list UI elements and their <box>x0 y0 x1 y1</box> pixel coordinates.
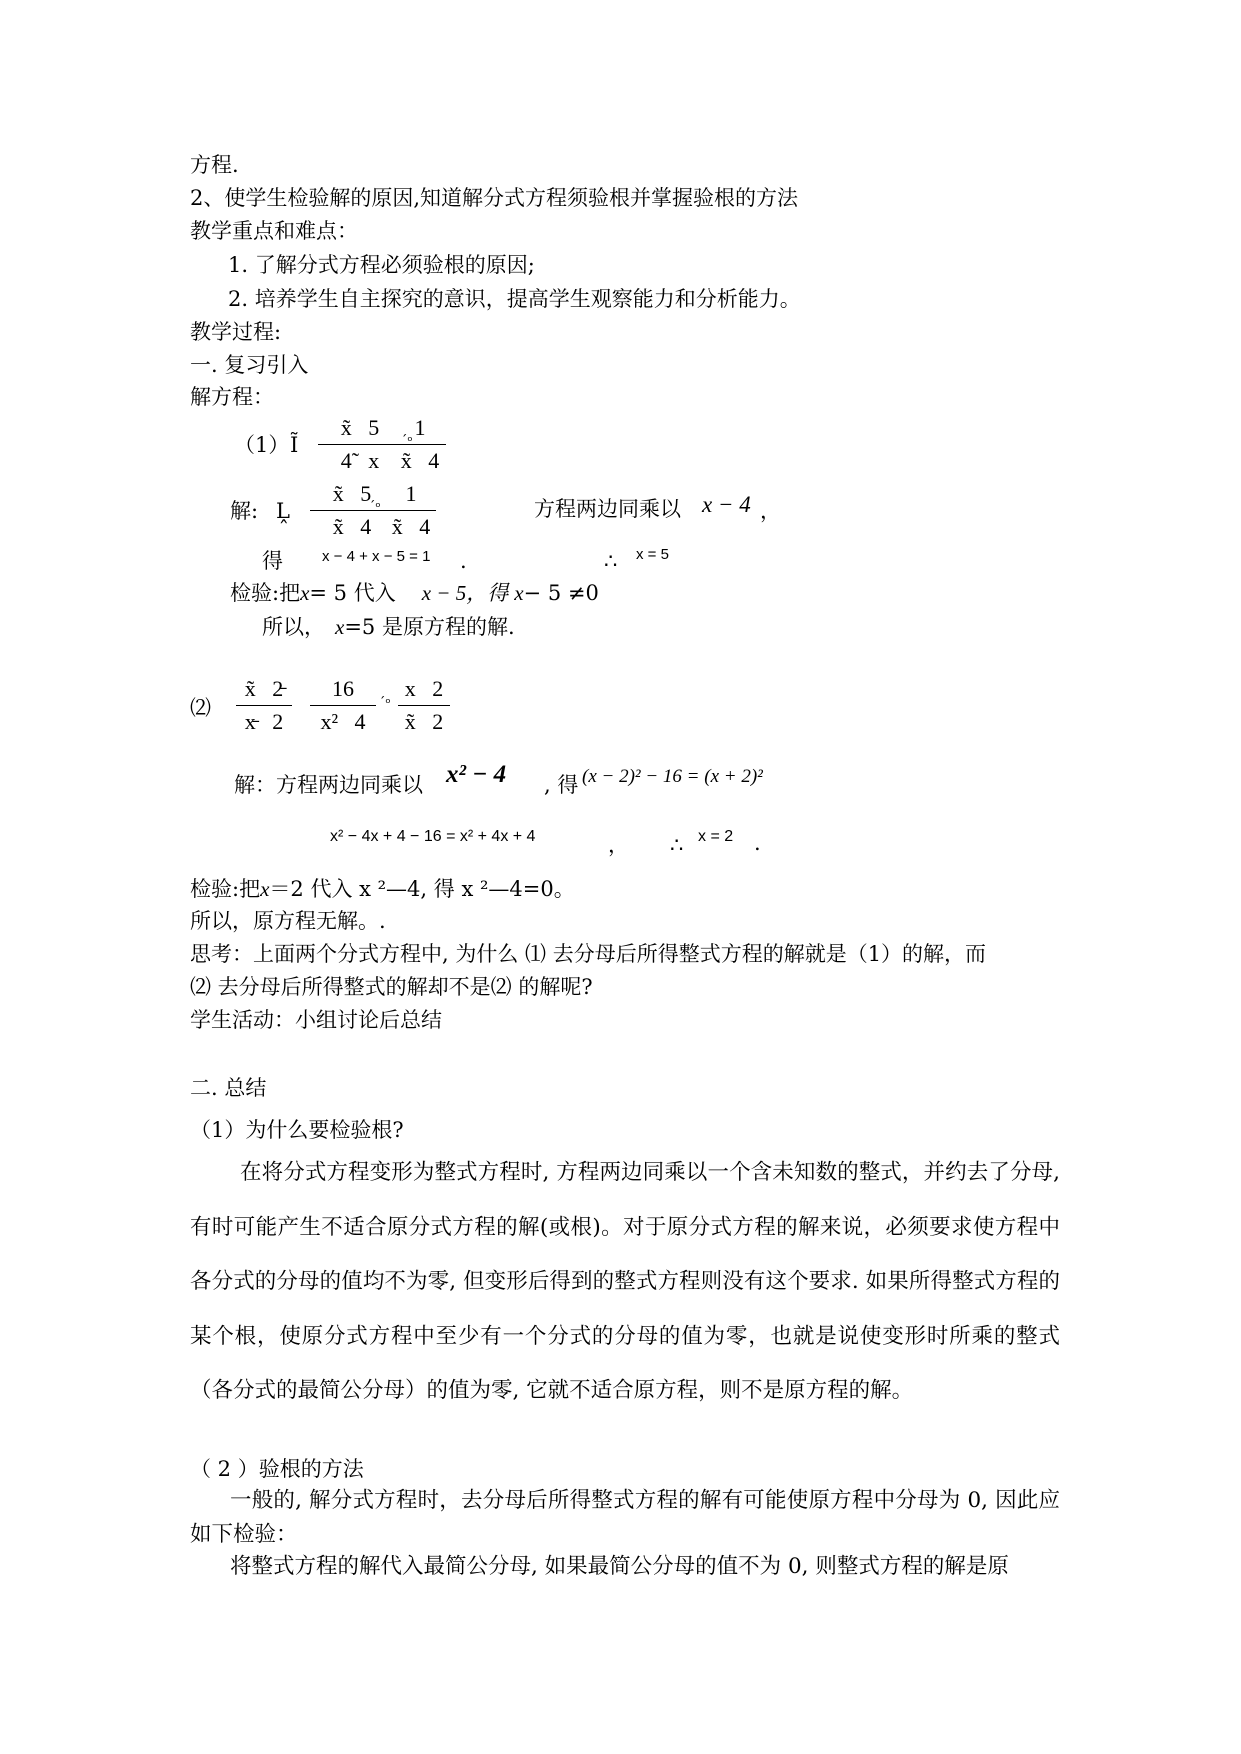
conclusion-prefix: 所以， <box>262 615 325 639</box>
paragraph-method: 一般的, 解分式方程时，去分母后所得整式方程的解有可能使原方程中分母为 0, 因此应如下检验： <box>190 1488 1060 1547</box>
fraction-bar <box>398 705 450 706</box>
fraction-bar <box>236 705 292 706</box>
eq2-solution-text: 解：方程两边同乘以 <box>234 773 423 797</box>
denominator: x̃ 2 <box>404 709 444 734</box>
denominator: x² 4 <box>320 709 366 734</box>
variable-x: x <box>514 581 524 605</box>
numerator: 16 <box>332 676 354 701</box>
eq1-lead-symbol: Ĩ <box>290 433 299 457</box>
relation-symbol: ׳ₒ <box>370 496 381 511</box>
eq2-fraction-2 <box>310 677 376 739</box>
eq2-check <box>190 876 575 902</box>
eq1-conclusion <box>262 614 515 640</box>
section-2-title: 二. 总结 <box>190 1076 267 1100</box>
numerator: 1 <box>405 481 417 506</box>
relation-symbol: ׳ₒ <box>402 430 413 445</box>
eq2-result: x = 2 <box>698 828 734 845</box>
variable-x: x <box>300 581 310 605</box>
denominator: x̃ 4 <box>391 514 431 539</box>
eq1-fraction-1 <box>318 416 402 478</box>
denominator: x̵ 2 <box>244 709 284 734</box>
eq1-result: x = 5 <box>636 546 669 563</box>
get-text: 得 <box>262 549 283 573</box>
process-title: 教学过程: <box>190 320 282 344</box>
fraction-bar <box>310 510 394 511</box>
think-line-2: ⑵ 去分母后所得整式的解却不是⑵ 的解呢? <box>190 975 593 999</box>
solve-title: 解方程： <box>190 385 274 409</box>
variable-x: x <box>260 877 270 901</box>
check-substitute: = 5 代入 <box>309 581 396 605</box>
student-activity: 学生活动：小组讨论后总结 <box>190 1008 442 1032</box>
variable-x: x <box>335 615 345 639</box>
eq1-check <box>230 580 599 606</box>
numerator: x̃ 5 <box>332 481 372 506</box>
eq2-fraction-1 <box>236 677 292 739</box>
eq1-solution-fraction-1 <box>310 482 394 544</box>
numerator: x̃ 2̵ <box>244 676 284 701</box>
check-prefix: 检验:把 <box>190 877 261 901</box>
question-1-title: （1）为什么要检验根? <box>190 1118 404 1142</box>
eq1-solution-lead: Ḽ <box>276 499 290 523</box>
comma: ， <box>608 833 629 857</box>
numerator: x 2 <box>404 676 444 701</box>
check-expression: x − 5，得 <box>421 581 509 605</box>
fraction-bar <box>310 705 376 706</box>
text-line: 方程. <box>190 153 239 177</box>
multiply-expression: x² − 4 <box>446 761 507 788</box>
fraction-bar <box>394 444 446 445</box>
comma: ， <box>760 499 781 523</box>
objective-2: 2、使学生检验解的原因,知道解分式方程须验根并掌握验根的方法 <box>190 186 799 210</box>
focus-title: 教学重点和难点： <box>190 219 358 243</box>
numerator: x̃ 5 <box>340 415 380 440</box>
section-1-title: 一. 复习引入 <box>190 353 309 377</box>
get-expression: (x − 2)² − 16 = (x + 2)² <box>582 766 763 787</box>
question-2-title: （ 2 ）验根的方法 <box>190 1457 364 1481</box>
multiply-text: 方程两边同乘以 <box>534 497 681 521</box>
expanded-equation: x² − 4x + 4 − 16 = x² + 4x + 4 <box>330 828 536 845</box>
numerator: 1 <box>414 415 426 440</box>
get-expression: x − 4 + x − 5 = 1 <box>322 548 431 565</box>
period: . <box>460 549 467 573</box>
fraction-bar <box>386 510 436 511</box>
paragraph-why-check: 在将分式方程变形为整式方程时, 方程两边同乘以一个含未知数的整式，并约去了分母, 有时可能产生不适合原分式方程的解(或根)。对于原分式方程的解来说，必须要求使方程中各分式的分母的值均不为零, 但变形后得到的整式方程则没有这个要求. 如果所得整式方程的某个根，使原分式方程中至少有一个分式的分母的值为零，也就是说使变形时所乘的整式（各分式的最简公分母）的值为零, 它就不适合原方程，则不是原方程的解。 <box>190 1160 1060 1403</box>
check-prefix: 检验:把 <box>230 581 301 605</box>
relation-symbol: ׳ₒ <box>380 692 391 707</box>
eq1-solution-fraction-2 <box>386 482 436 544</box>
eq2-fraction-3 <box>398 677 450 739</box>
period: . <box>754 831 761 855</box>
conclusion-text: =5 是原方程的解. <box>344 615 515 639</box>
eq2-label: ⑵ <box>190 696 211 720</box>
multiply-expression: x − 4 <box>702 492 751 517</box>
check-text: ＝2 代入 x ²—4, 得 x ²—4=0。 <box>269 877 575 901</box>
therefore-symbol: ∴ <box>604 549 618 573</box>
focus-item-2: 2. 培养学生自主探究的意识，提高学生观察能力和分析能力。 <box>228 287 801 311</box>
eq1-fraction-2 <box>394 416 446 478</box>
check-nonzero: − 5 ≠0 <box>523 581 599 605</box>
denominator: 4̃ x <box>340 448 380 473</box>
therefore-symbol: ∴ <box>670 833 684 857</box>
focus-item-1: 1. 了解分式方程必须验根的原因; <box>228 253 535 277</box>
denominator: x̃ 4 <box>400 448 440 473</box>
think-line-1: 思考：上面两个分式方程中, 为什么 ⑴ 去分母后所得整式方程的解就是（1）的解，而 <box>190 942 987 966</box>
fraction-bar <box>318 444 402 445</box>
paragraph-method-continued: 将整式方程的解代入最简公分母, 如果最简公分母的值不为 0, 则整式方程的解是原 <box>230 1554 1009 1579</box>
get-text: , 得 <box>544 773 579 797</box>
eq2-conclusion: 所以，原方程无解。. <box>190 909 386 933</box>
denominator: x̃ 4 <box>332 514 372 539</box>
eq1-label: （1） <box>234 433 290 457</box>
eq1-solution-label: 解: <box>230 499 259 523</box>
